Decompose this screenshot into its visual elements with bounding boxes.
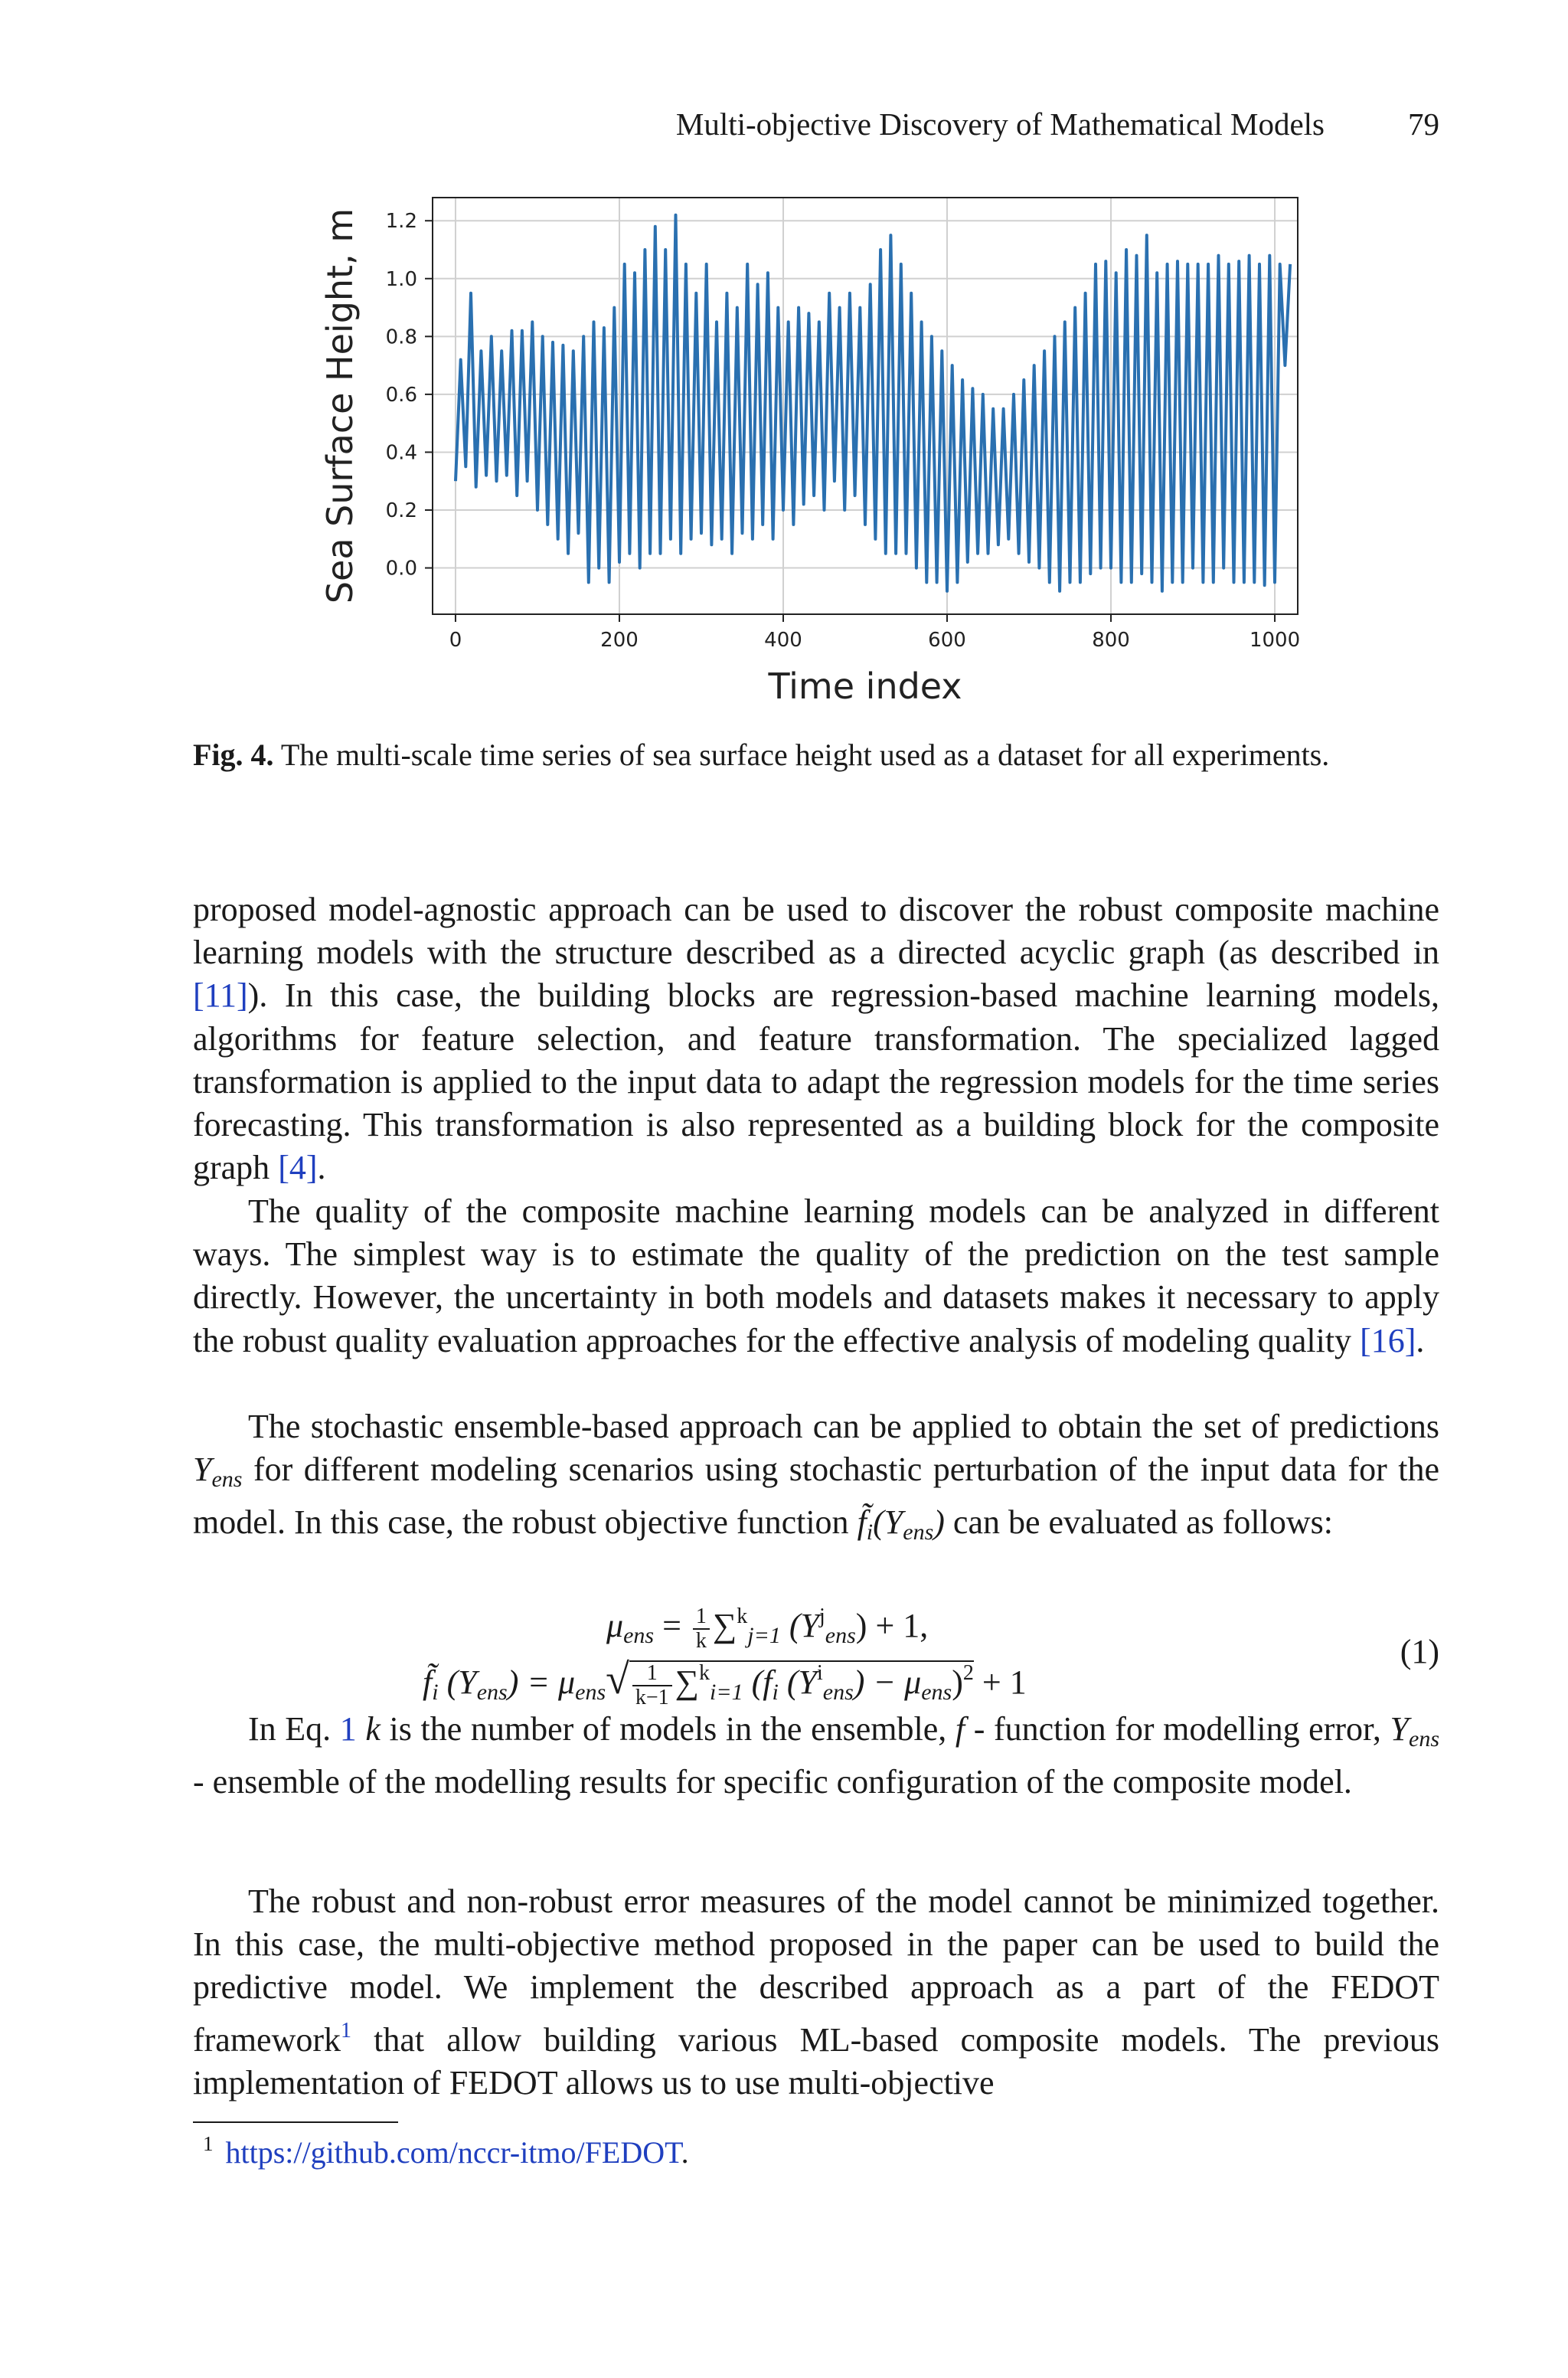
- math-sub: i: [866, 1519, 874, 1546]
- caption-text: The multi-scale time series of sea surface height used as a dataset for all experiments.: [280, 738, 1330, 772]
- math-tail: ) + 1,: [855, 1607, 929, 1644]
- y-tick-label: 0.4: [385, 441, 417, 465]
- math-sub: j=1: [747, 1623, 781, 1648]
- series-line: [456, 215, 1290, 591]
- equation-line-mu: [606, 1604, 928, 1653]
- sum-sign: ∑: [675, 1663, 700, 1701]
- x-tick-label: 1000: [1249, 629, 1301, 652]
- equation-number: (1): [1400, 1633, 1439, 1670]
- x-tick-label: 200: [600, 629, 639, 652]
- math-op: =: [654, 1607, 690, 1644]
- footnote-url-link[interactable]: https://github.com/nccr-itmo/FEDOT: [225, 2135, 681, 2170]
- paragraph-5: [193, 1880, 1439, 2105]
- page-number: 79: [1408, 106, 1439, 142]
- math-sub: ens: [825, 1623, 856, 1648]
- math-sup: j: [819, 1604, 825, 1628]
- y-tick-label: 0.2: [385, 499, 417, 522]
- text-run: for different modeling scenarios using stochastic perturbation of the input data for the model. In this case, the robust objective function: [193, 1451, 1439, 1542]
- math-arg: (Y: [873, 1503, 903, 1542]
- equation-line-f: $f̃_i$ $(Y_{ens}) = \mu_{ens}√$ $\frac{1}{k-1}$ ∑$^k_{i=1}$ ($f_i$ $(Y^i_{ens}) - \mu_{ens})^2 + 1$: [423, 1656, 1027, 1709]
- footnote-period: .: [681, 2135, 689, 2170]
- y-tick-label: 1.2: [385, 210, 417, 234]
- sum-sign: ∑: [712, 1607, 737, 1644]
- x-tick-label: 0: [449, 629, 462, 652]
- math-sub: i=1: [710, 1680, 743, 1705]
- math-y: Y: [193, 1451, 212, 1489]
- math-term: (Y: [780, 1607, 820, 1644]
- math-term: (Y: [778, 1663, 817, 1701]
- math-sub: i: [772, 1680, 779, 1705]
- math-k: k: [365, 1710, 381, 1748]
- text-run: The robust and non-robust error measures of the model cannot be minimized together. In this case, the multi-objective method proposed in the paper can be used to build the predictive model. We implement the described approach as a part of the FEDOT framework: [193, 1882, 1439, 2059]
- y-tick-label: 0.8: [385, 325, 417, 349]
- y-tick-label: 0.6: [385, 383, 417, 407]
- math-sup: i: [817, 1661, 823, 1685]
- text-run: - function for modelling error,: [965, 1710, 1390, 1748]
- frac-den: k: [695, 1628, 707, 1653]
- equation-1: [193, 1604, 1439, 1712]
- fraction: [632, 1662, 672, 1709]
- text-run: .: [1416, 1321, 1425, 1359]
- paragraph-4: [193, 1708, 1439, 1804]
- fraction: [693, 1605, 710, 1653]
- citation-link[interactable]: [4]: [278, 1149, 318, 1187]
- running-title: Multi-objective Discovery of Mathematical Models: [675, 106, 1325, 142]
- text-run: The quality of the composite machine learning models can be analyzed in different ways. The simplest way is to estimate the quality of the prediction on the test sample directly. However, the uncertainty in both models and datasets makes it necessary to apply the robust quality evaluation approaches for the effective analysis of modeling quality: [193, 1192, 1439, 1359]
- math-sub: ens: [476, 1680, 508, 1705]
- equation-ref-link[interactable]: 1: [339, 1710, 357, 1748]
- x-tick-label: 800: [1092, 629, 1130, 652]
- frac-num: 1: [632, 1662, 672, 1686]
- y-axis-label: Sea Surface Height, m: [319, 208, 361, 604]
- text-run: is the number of models in the ensemble,: [380, 1710, 956, 1748]
- math-sup: k: [737, 1604, 748, 1628]
- math-y: Y: [1390, 1710, 1410, 1748]
- math-sub: ens: [575, 1680, 606, 1705]
- caption-label: Fig. 4.: [193, 738, 274, 772]
- math-term: (Y: [438, 1663, 477, 1701]
- math-sup: 2: [962, 1661, 974, 1685]
- frac-num: 1: [693, 1605, 710, 1630]
- math-sub: ens: [623, 1623, 655, 1648]
- text-run: that allow building various ML-based composite models. The previous implementation of FEDOT allows us to use multi-objective: [193, 2020, 1439, 2102]
- sea-surface-height-chart: [319, 184, 1317, 707]
- math-mu: μ: [606, 1607, 624, 1644]
- x-tick-label: 400: [764, 629, 802, 652]
- x-axis-label: Time index: [768, 666, 962, 707]
- paragraph-3: The stochastic ensemble-based approach can be applied to obtain the set of predictions $Y_{ens}$ for different modeling scenarios using stochastic perturbation of the input data for the model. In this case, the robust objective function $f̃_i(Y_{ens})$ can be evaluated as follows:: [193, 1408, 1439, 1546]
- math-f: f: [955, 1710, 965, 1748]
- math-sup: k: [699, 1661, 710, 1685]
- frac-den: k−1: [635, 1685, 669, 1709]
- text-run: The stochastic ensemble-based approach can be applied to obtain the set of predictions: [248, 1408, 1439, 1445]
- math-tail: + 1: [973, 1663, 1027, 1701]
- paragraph-2: [193, 1190, 1439, 1362]
- footnote-mark: 1: [203, 2132, 214, 2155]
- y-tick-label: 0.0: [385, 557, 417, 581]
- math-term: ): [952, 1663, 963, 1701]
- text-run: ). In this case, the building blocks are regression-based machine learning models, algorithms for feature selection, and feature transformation. The specialized lagged transformation is applied to the input data to adapt the regression models for the time series forecasting. This transformation is also represented as a building block for the composite graph: [193, 976, 1439, 1187]
- footnote: [203, 2132, 689, 2170]
- x-tick-label: 600: [928, 629, 966, 652]
- text-run: proposed model-agnostic approach can be used to discover the robust composite machine learning models with the structure described as a directed acyclic graph (as described in: [193, 891, 1439, 972]
- y-tick-label: 1.0: [385, 267, 417, 291]
- math-sub: ens: [903, 1519, 934, 1546]
- citation-link[interactable]: [16]: [1360, 1321, 1416, 1359]
- text-run: - ensemble of the modelling results for specific configuration of the composite model.: [193, 1763, 1352, 1801]
- running-header: [191, 106, 1439, 152]
- math-sub: i: [432, 1680, 439, 1705]
- text-run: .: [317, 1149, 326, 1187]
- citation-link[interactable]: [11]: [193, 976, 248, 1015]
- paragraph-1: [193, 888, 1439, 1189]
- math-sub: ens: [921, 1680, 952, 1705]
- text-run: In Eq.: [248, 1710, 340, 1748]
- math-term: (f: [743, 1663, 773, 1701]
- math-sub: ens: [822, 1680, 854, 1705]
- figure-caption: [193, 734, 1439, 777]
- math-term: ) − μ: [853, 1663, 922, 1701]
- math-sub: ens: [211, 1467, 243, 1493]
- math-term: ) = μ: [507, 1663, 576, 1701]
- footnote-rule: [193, 2121, 398, 2123]
- math-f-tilde: f̃: [857, 1503, 867, 1542]
- math-f-tilde: f̃: [423, 1663, 433, 1701]
- math-sub: ens: [1409, 1726, 1440, 1752]
- footnote-ref-link[interactable]: 1: [341, 2018, 352, 2043]
- text-run: can be evaluated as follows:: [944, 1503, 1333, 1542]
